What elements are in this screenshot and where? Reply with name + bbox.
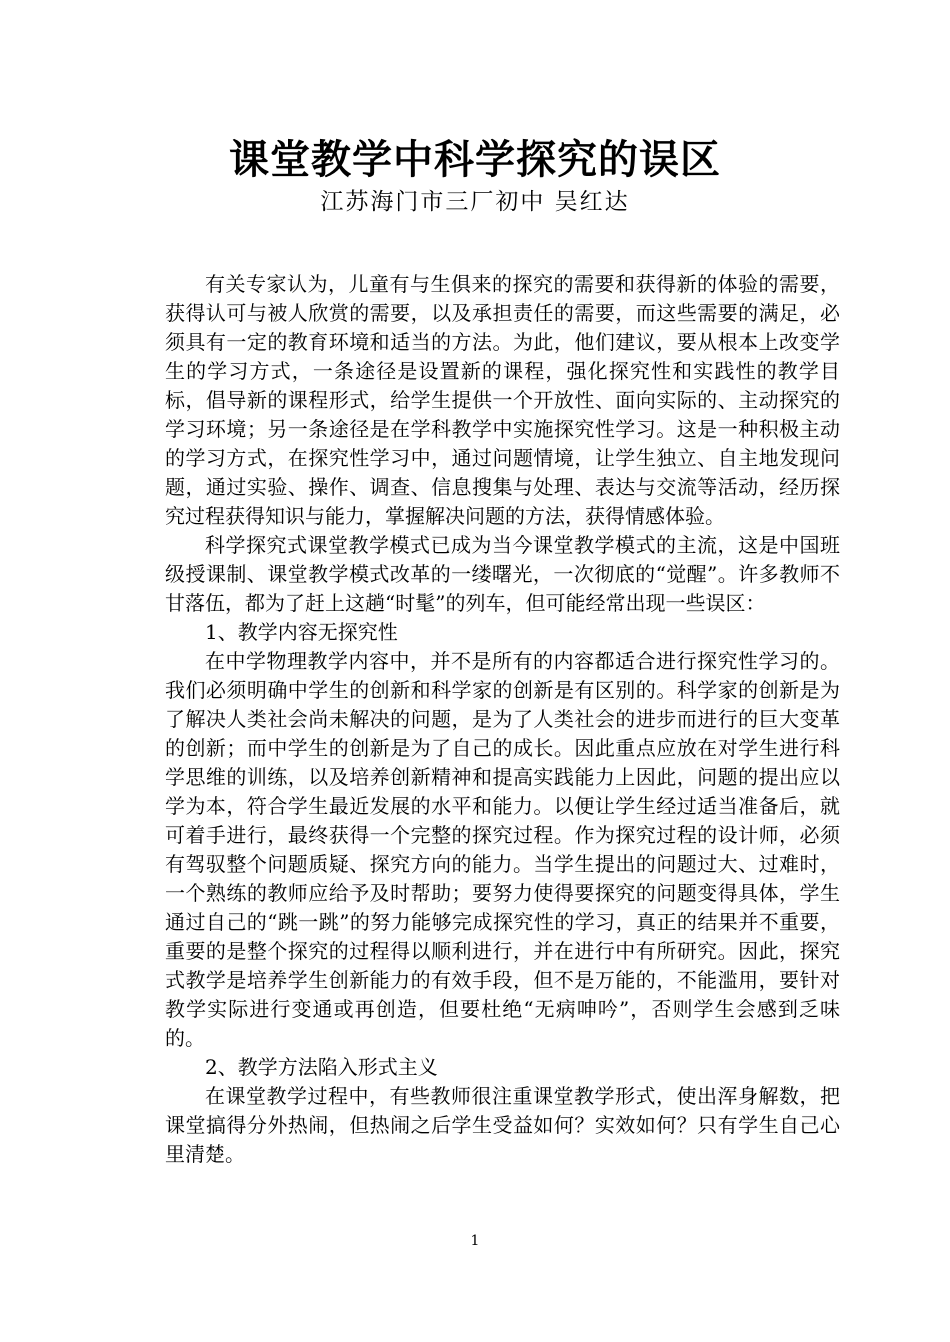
- paragraph-trend: 科学探究式课堂教学模式已成为当今课堂教学模式的主流，这是中国班级授课制、课堂教学模式改革的一缕曙光，一次彻底的“觉醒”。许多教师不甘落伍，都为了赶上这趟“时髦”的列车，但可能经常出现一些误区：: [165, 533, 840, 615]
- article-body: [165, 270, 840, 1169]
- author-byline: 江苏海门市三厂初中 吴红达: [320, 189, 630, 215]
- section-heading-1: 1、教学内容无探究性: [205, 620, 398, 644]
- paragraph-intro: 有关专家认为，儿童有与生俱来的探究的需要和获得新的体验的需要，获得认可与被人欣赏的需要，以及承担责任的需要，而这些需要的满足，必须具有一定的教育环境和适当的方法。为此，他们建议，要从根本上改变学生的学习方式，一条途径是设置新的课程，强化探究性和实践性的教学目标，倡导新的课程形式，给学生提供一个开放性、面向实际的、主动探究的学习环境；另一条途径是在学科教学中实施探究性学习。这是一种积极主动的学习方式，在探究性学习中，通过问题情境，让学生独立、自主地发现问题，通过实验、操作、调查、信息搜集与处理、表达与交流等活动，经历探究过程获得知识与能力，掌握解决问题的方法，获得情感体验。: [165, 272, 840, 528]
- document-title: 课堂教学中科学探究的误区: [229, 137, 721, 183]
- paragraph-section-1: 在中学物理教学内容中，并不是所有的内容都适合进行探究性学习的。我们必须明确中学生的创新和科学家的创新是有区别的。科学家的创新是为了解决人类社会尚未解决的问题，是为了人类社会的进步而进行的巨大变革的创新；而中学生的创新是为了自己的成长。因此重点应放在对学生进行科学思维的训练，以及培养创新精神和提高实践能力上因此，问题的提出应以学为本，符合学生最近发展的水平和能力。以便让学生经过适当准备后，就可着手进行，最终获得一个完整的探究过程。作为探究过程的设计师，必须有驾驭整个问题质疑、探究方向的能力。当学生提出的问题过大、过难时，一个熟练的教师应给予及时帮助；要努力使得要探究的问题变得具体，学生通过自己的“跳一跳”的努力能够完成探究性的学习，真正的结果并不重要，重要的是整个探究的过程得以顺利进行，并在进行中有所研究。因此，探究式教学是培养学生创新能力的有效手段，但不是万能的，不能滥用，要针对教学实际进行变通或再创造，但要杜绝“无病呻吟”，否则学生会感到乏味的。: [165, 649, 840, 1050]
- paragraph-section-2: 在课堂教学过程中，有些教师很注重课堂教学形式，使出浑身解数，把课堂搞得分外热闹，但热闹之后学生受益如何？实效如何？只有学生自己心里清楚。: [165, 1084, 840, 1166]
- section-heading-2: 2、教学方法陷入形式主义: [205, 1055, 438, 1079]
- page-number: 1: [470, 1233, 480, 1249]
